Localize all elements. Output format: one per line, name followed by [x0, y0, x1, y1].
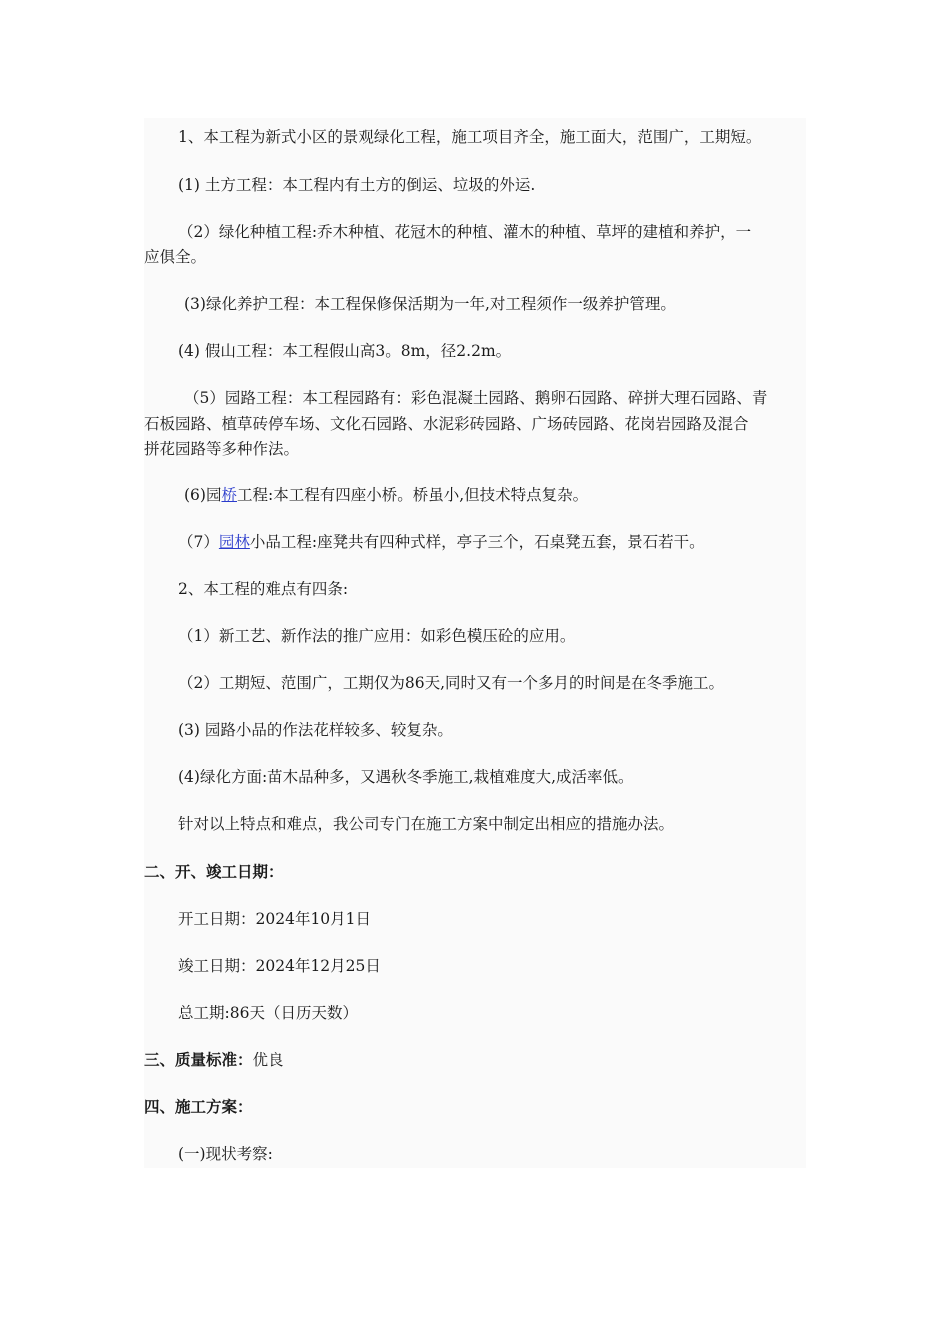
paragraph-paths-line1: （5）园路工程：本工程园路有：彩色混凝土园路、鹅卵石园路、碎拼大理石园路、青 — [184, 389, 768, 407]
paragraph-earthwork: (1) 土方工程：本工程内有土方的倒运、垃圾的外运. — [178, 176, 536, 194]
paragraph-difficulty-1: （1）新工艺、新作法的推广应用：如彩色模压砼的应用。 — [178, 627, 576, 645]
bridge-text-suffix: 工程:本工程有四座小桥。桥虽小,但技术特点复杂。 — [236, 486, 589, 504]
heading-schedule: 二、开、竣工日期： — [144, 862, 284, 881]
paragraph-site-survey: (一)现状考察: — [178, 1145, 273, 1163]
quality-value: 优良 — [252, 1051, 284, 1069]
start-date: 开工日期：2024年10月1日 — [178, 910, 372, 928]
end-date: 竣工日期：2024年12月25日 — [178, 957, 381, 975]
paragraph-garden-features — [144, 529, 806, 555]
paragraph-rockery: (4) 假山工程：本工程假山高3。8m，径2.2m。 — [178, 342, 512, 360]
paragraph-paths-line2: 石板园路、植草砖停车场、文化石园路、水泥彩砖园路、广场砖园路、花岗岩园路及混合 — [144, 415, 749, 433]
bridge-text-prefix: (6)园 — [184, 486, 222, 504]
paragraph-overview: 1、本工程为新式小区的景观绿化工程，施工项目齐全，施工面大，范围广，工期短。 — [178, 128, 762, 146]
paragraph-bridge — [144, 482, 806, 508]
quality-standard — [144, 1047, 806, 1073]
paragraph-difficulty-4: (4)绿化方面:苗木品种多，又遇秋冬季施工,栽植难度大,成活率低。 — [178, 768, 634, 786]
document-page — [144, 118, 806, 1168]
bridge-link[interactable]: 桥 — [221, 486, 237, 504]
paragraph-measures: 针对以上特点和难点，我公司专门在施工方案中制定出相应的措施办法。 — [178, 815, 675, 833]
paragraph-planting-line2: 应俱全。 — [144, 248, 207, 266]
heading-construction-plan: 四、施工方案： — [144, 1097, 253, 1116]
paragraph-difficulties-intro: 2、本工程的难点有四条: — [178, 580, 349, 598]
paragraph-difficulty-2: （2）工期短、范围广，工期仅为86天,同时又有一个多月的时间是在冬季施工。 — [178, 674, 725, 692]
garden-text-suffix: 小品工程:座凳共有四种式样，亭子三个，石桌凳五套，景石若干。 — [249, 533, 705, 551]
garden-text-prefix: （7） — [178, 533, 219, 551]
paragraph-difficulty-3: (3) 园路小品的作法花样较多、较复杂。 — [178, 721, 453, 739]
paragraph-paths-line3: 拼花园路等多种作法。 — [144, 440, 300, 458]
heading-quality: 三、质量标准： — [144, 1050, 253, 1069]
paragraph-maintenance: (3)绿化养护工程：本工程保修保活期为一年,对工程须作一级养护管理。 — [184, 295, 676, 313]
garden-link[interactable]: 园林 — [218, 533, 250, 551]
total-duration: 总工期:86天（日历天数） — [178, 1004, 358, 1022]
paragraph-planting-line1: （2）绿化种植工程:乔木种植、花冠木的种植、灌木的种植、草坪的建植和养护，一 — [178, 223, 752, 241]
